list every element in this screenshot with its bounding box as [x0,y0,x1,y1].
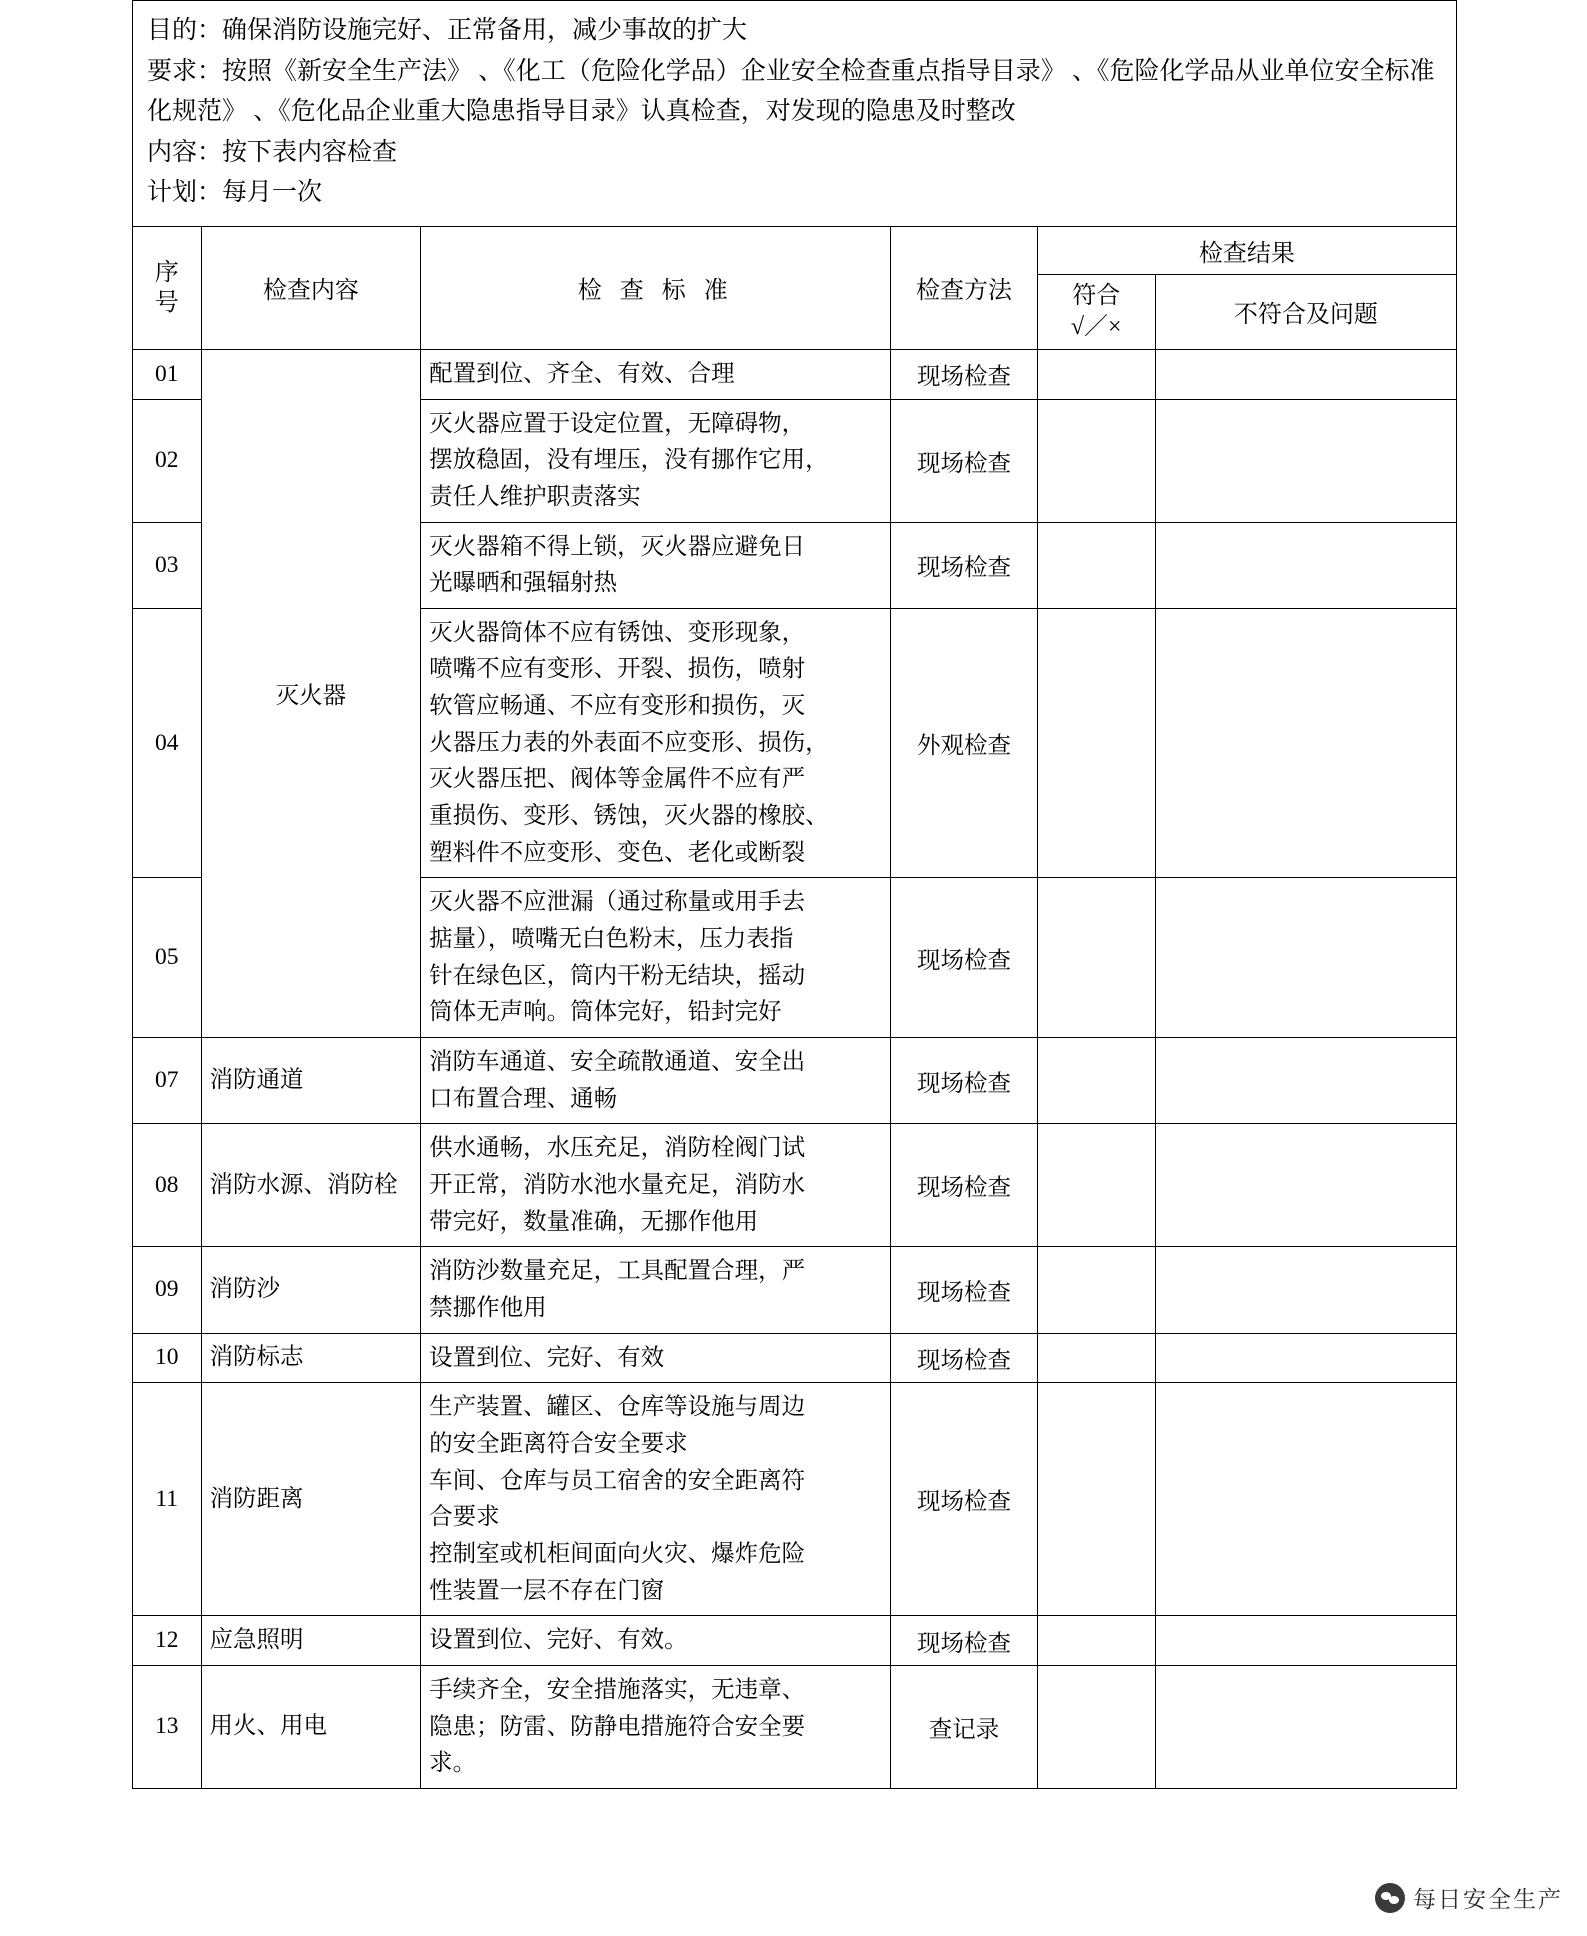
row-ok-cell[interactable] [1037,878,1155,1038]
row-ok-cell[interactable] [1037,349,1155,399]
row-content: 消防标志 [201,1333,421,1383]
row-no: 09 [133,1247,202,1333]
row-ng-cell[interactable] [1155,1665,1456,1788]
standard-line: 针在绿色区，筒内干粉无结块，摇动 [429,962,806,989]
row-standard [421,1247,891,1333]
standard-line: 性装置一层不存在门窗 [429,1577,665,1604]
table-row [133,1247,1457,1333]
standard-line: 开正常，消防水池水量充足，消防水 [429,1172,806,1198]
standard-line: 供水通畅，水压充足，消防栓阀门试 [429,1135,806,1162]
standard-line: 合要求 [429,1504,500,1531]
row-ng-cell[interactable] [1155,878,1456,1038]
standard-line: 口布置合理、通畅 [429,1085,618,1112]
row-content: 消防通道 [201,1038,421,1124]
row-no: 12 [133,1616,202,1666]
standard-line: 责任人维护职责落实 [429,483,641,510]
row-no: 03 [133,522,202,608]
standard-line: 重损伤、变形、锈蚀，灭火器的橡胶、 [429,803,829,830]
row-standard [421,1333,891,1383]
row-standard [421,1124,891,1247]
row-ok-cell[interactable] [1037,1383,1155,1616]
row-standard [421,878,891,1038]
row-method: 现场检查 [891,1038,1037,1124]
standard-line: 筒体无声响。筒体完好，铅封完好 [429,999,782,1026]
row-ng-cell[interactable] [1155,349,1456,399]
standard-line: 灭火器压把、阀体等金属件不应有严 [429,766,806,793]
standard-line: 带完好，数量准确，无挪作他用 [429,1208,759,1235]
header-seq [133,226,202,349]
row-ok-cell[interactable] [1037,1333,1155,1383]
row-content: 消防距离 [201,1383,421,1616]
inspection-table [132,226,1457,1789]
row-ok-cell[interactable] [1037,608,1155,878]
standard-line: 设置到位、完好、有效 [429,1344,665,1371]
standard-line: 火器压力表的外表面不应变形、损伤， [429,729,829,756]
watermark [1375,1881,1563,1914]
row-ng-cell[interactable] [1155,1124,1456,1247]
row-ok-cell[interactable] [1037,1124,1155,1247]
standard-line: 生产装置、罐区、仓库等设施与周边 [429,1394,806,1421]
row-standard [421,1665,891,1788]
header-method: 检查方法 [891,226,1037,349]
wechat-icon [1375,1883,1405,1913]
header-standard: 检 查 标 准 [421,226,891,349]
header-content: 检查内容 [201,226,421,349]
row-no: 10 [133,1333,202,1383]
header-seq-line2: 号 [154,289,179,316]
standard-line: 的安全距离符合安全要求 [429,1430,688,1457]
header-ok-line1: 符合 [1072,282,1121,309]
row-method: 查记录 [891,1665,1037,1788]
standard-line: 灭火器筒体不应有锈蚀、变形现象， [429,619,806,646]
document-header [132,0,1457,226]
table-row [133,1383,1457,1616]
row-ng-cell[interactable] [1155,1247,1456,1333]
row-ok-cell[interactable] [1037,1038,1155,1124]
standard-line: 手续齐全，安全措施落实，无违章、 [429,1676,806,1703]
table-row [133,1665,1457,1788]
header-line-plan: 计划：每月一次 [147,179,323,206]
row-standard [421,349,891,399]
row-method: 现场检查 [891,1383,1037,1616]
row-no: 01 [133,349,202,399]
row-ok-cell[interactable] [1037,1665,1155,1788]
standard-line: 设置到位、完好、有效。 [429,1627,688,1654]
header-line-purpose: 目的：确保消防设施完好、正常备用，减少事故的扩大 [147,17,748,44]
standard-line: 喷嘴不应有变形、开裂、损伤，喷射 [429,656,806,683]
row-method: 现场检查 [891,522,1037,608]
row-method: 外观检查 [891,608,1037,878]
row-standard [421,608,891,878]
standard-line: 灭火器不应泄漏（通过称量或用手去 [429,889,806,916]
row-ng-cell[interactable] [1155,1333,1456,1383]
header-ng: 不符合及问题 [1155,274,1456,349]
standard-line: 消防车通道、安全疏散通道、安全出 [429,1049,806,1076]
row-no: 04 [133,608,202,878]
standard-line: 掂量），喷嘴无白色粉末，压力表指 [429,926,794,953]
row-ng-cell[interactable] [1155,608,1456,878]
standard-line: 摆放稳固，没有埋压，没有挪作它用， [429,447,829,474]
standard-line: 禁挪作他用 [429,1294,547,1321]
standard-line: 光曝晒和强辐射热 [429,570,618,597]
standard-line: 控制室或机柜间面向火灾、爆炸危险 [429,1540,806,1567]
row-method: 现场检查 [891,1124,1037,1247]
standard-line: 灭火器箱不得上锁，灭火器应避免日 [429,533,806,560]
row-ng-cell[interactable] [1155,1383,1456,1616]
table-header-row [133,226,1457,274]
row-ok-cell[interactable] [1037,522,1155,608]
row-no: 02 [133,399,202,522]
row-ok-cell[interactable] [1037,399,1155,522]
row-no: 07 [133,1038,202,1124]
document-page [132,0,1457,1789]
row-standard [421,1383,891,1616]
header-line-requirement: 要求：按照《新安全生产法》 、《化工（危险化学品）企业安全检查重点指导目录》 、《危险化学品从业单位安全标准化规范》 、《危化品企业重大隐患指导目录》认真检查，对发现的隐患及时整改 [147,57,1435,125]
row-content: 应急照明 [201,1616,421,1666]
standard-line: 车间、仓库与员工宿舍的安全距离符 [429,1467,806,1494]
row-content: 消防沙 [201,1247,421,1333]
row-content-group: 灭火器 [201,349,421,1037]
table-row [133,1616,1457,1666]
row-ng-cell[interactable] [1155,1616,1456,1666]
row-method: 现场检查 [891,349,1037,399]
standard-line: 隐患；防雷、防静电措施符合安全要 [429,1713,806,1740]
standard-line: 求。 [429,1750,477,1777]
header-line-content: 内容：按下表内容检查 [147,138,398,166]
standard-line: 塑料件不应变形、变色、老化或断裂 [429,839,806,866]
row-method: 现场检查 [891,1247,1037,1333]
row-content: 消防水源、消防栓 [201,1124,421,1247]
row-standard [421,1038,891,1124]
row-ok-cell[interactable] [1037,1616,1155,1666]
table-row [133,1333,1457,1383]
row-no: 13 [133,1665,202,1788]
table-row [133,1124,1457,1247]
row-method: 现场检查 [891,878,1037,1038]
row-ng-cell[interactable] [1155,522,1456,608]
standard-line: 配置到位、齐全、有效、合理 [429,360,735,387]
table-row [133,1038,1457,1124]
row-ng-cell[interactable] [1155,1038,1456,1124]
row-ng-cell[interactable] [1155,399,1456,522]
header-seq-line1: 序 [154,259,179,286]
header-result: 检查结果 [1037,226,1456,274]
row-no: 08 [133,1124,202,1247]
row-no: 05 [133,878,202,1038]
row-standard [421,522,891,608]
row-no: 11 [133,1383,202,1616]
row-method: 现场检查 [891,399,1037,522]
standard-line: 软管应畅通、不应有变形和损伤，灭 [429,693,806,720]
row-ok-cell[interactable] [1037,1247,1155,1333]
table-row [133,349,1457,399]
row-content: 用火、用电 [201,1665,421,1788]
watermark-text: 每日安全生产 [1413,1887,1563,1912]
row-method: 现场检查 [891,1333,1037,1383]
standard-line: 灭火器应置于设定位置，无障碍物， [429,410,806,437]
row-method: 现场检查 [891,1616,1037,1666]
standard-line: 消防沙数量充足，工具配置合理，严 [429,1258,806,1285]
row-standard [421,1616,891,1666]
header-ok [1037,274,1155,349]
row-standard [421,399,891,522]
header-ok-line2: √／× [1070,313,1122,340]
